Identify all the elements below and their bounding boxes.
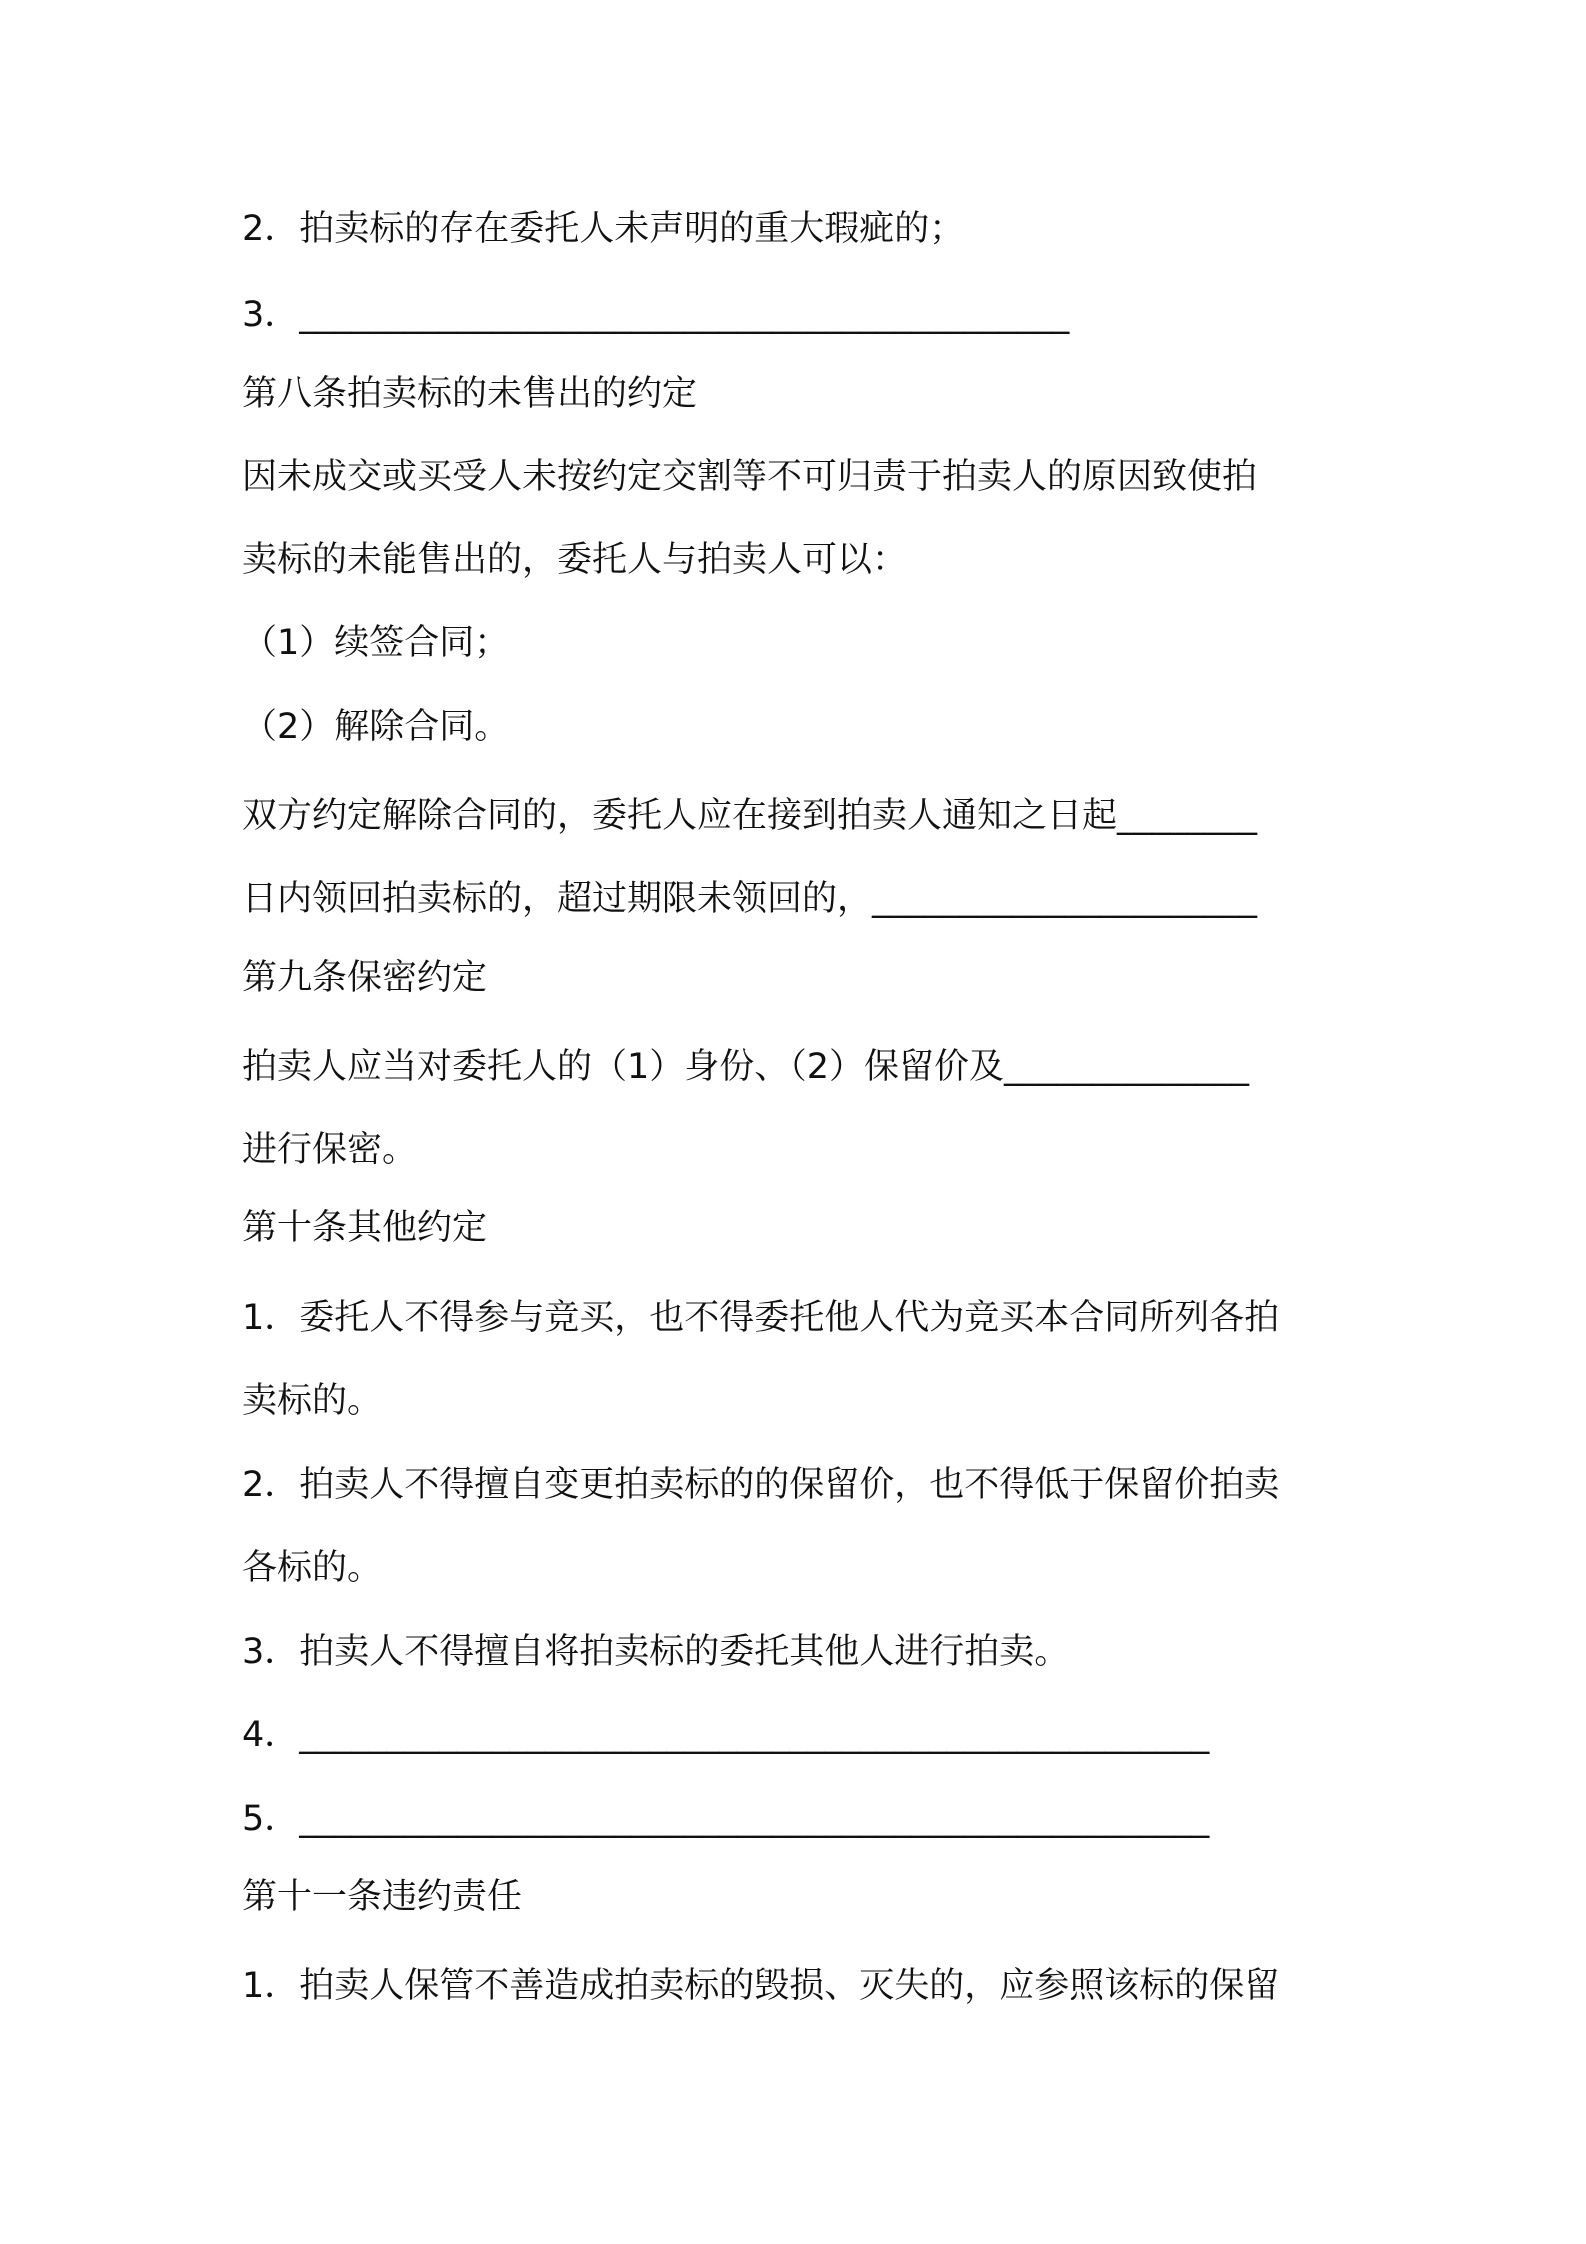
article-8-paragraph-line-1: 因未成交或买受人未按约定交割等不可归责于拍卖人的原因致使拍 xyxy=(242,457,1258,497)
article-8-paragraph-line-2: 卖标的未能售出的，委托人与拍卖人可以： xyxy=(242,540,908,580)
article-10-item-4-blank: 4．____________________________________________________ xyxy=(242,1715,1210,1755)
article-10-item-2-line-2: 各标的。 xyxy=(242,1548,383,1588)
article-11-item-1-line-1: 1．拍卖人保管不善造成拍卖标的毁损、灭失的，应参照该标的保留 xyxy=(242,1966,1280,2006)
article-9-paragraph-line-1: 拍卖人应当对委托人的（1）身份、（2）保留价及______________ xyxy=(242,1047,1250,1087)
article-10-item-2-line-1: 2．拍卖人不得擅自变更拍卖标的的保留价，也不得低于保留价拍卖 xyxy=(242,1465,1280,1505)
article-10-item-1-line-1: 1．委托人不得参与竞买，也不得委托他人代为竞买本合同所列各拍 xyxy=(242,1298,1280,1338)
article-8-option-1: （1）续签合同； xyxy=(242,623,510,663)
article-10-item-5-blank: 5．____________________________________________________ xyxy=(242,1799,1210,1839)
article-9-paragraph-line-2: 进行保密。 xyxy=(242,1130,418,1170)
article-8-option-2: （2）解除合同。 xyxy=(242,707,510,747)
article-10-item-1-line-2: 卖标的。 xyxy=(242,1381,383,1421)
clause-7-item-2: 2．拍卖标的存在委托人未声明的重大瑕疵的； xyxy=(242,209,965,249)
article-10-item-3: 3．拍卖人不得擅自将拍卖标的委托其他人进行拍卖。 xyxy=(242,1632,1070,1672)
article-11-heading: 第十一条违约责任 xyxy=(242,1877,523,1917)
article-8-terminate-line-1: 双方约定解除合同的，委托人应在接到拍卖人通知之日起________ xyxy=(242,796,1258,836)
article-8-heading: 第八条拍卖标的未售出的约定 xyxy=(242,374,698,414)
article-8-terminate-line-2: 日内领回拍卖标的，超过期限未领回的，______________________ xyxy=(242,879,1258,919)
article-10-heading: 第十条其他约定 xyxy=(242,1208,488,1248)
article-9-heading: 第九条保密约定 xyxy=(242,958,488,998)
clause-7-item-3-blank: 3．____________________________________________ xyxy=(242,295,1070,335)
